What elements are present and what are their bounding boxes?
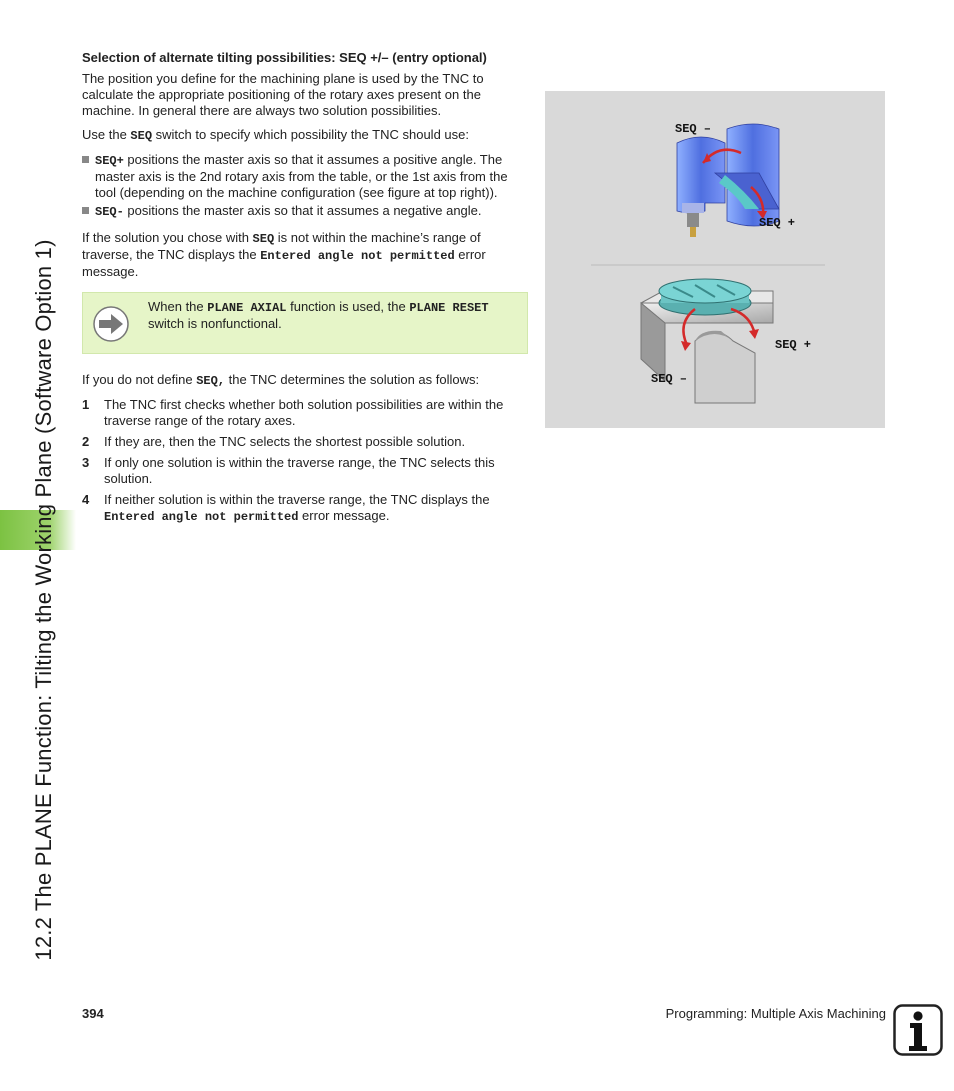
bullet-square-icon [82,156,89,163]
step-item: 2 If they are, then the TNC selects the shortest possible solution. [82,434,466,449]
label-top-seq-minus: SEQ – [675,122,712,136]
traverse-paragraph: If the solution you chose with SEQ is not within the machine’s range of traverse, the TNC displays the Entered angle not permitted error message. [82,230,486,279]
chapter-title: 12.2 The PLANE Function: Tilting the Working Plane (Software Option 1) [31,239,56,961]
bullet-seq-minus: SEQ- positions the master axis so that it assumes a negative angle. [82,203,528,220]
label-bottom-seq-plus: SEQ + [775,338,812,352]
step-item: 3 If only one solution is within the traverse range, the TNC selects this solution. [82,455,495,486]
bullet-square-icon [82,207,89,214]
footer-title: Programming: Multiple Axis Machining [665,1006,886,1021]
main-content [82,50,528,530]
page-number: 394 [82,1006,104,1021]
info-icon [893,1004,943,1056]
section-heading: Selection of alternate tilting possibilities: SEQ +/– (entry optional) [82,50,487,65]
bullet-seq-plus: SEQ+ positions the master axis so that it assumes a positive angle. The master axis is the 2nd rotary axis from the table, or the 1st axis from the tool (depending on the machine configuration (see figure at top right)). [82,152,528,201]
nodef-paragraph: If you do not define SEQ, the TNC determines the solution as follows: [82,372,480,388]
use-paragraph: Use the SEQ switch to specify which possibility the TNC should use: [82,127,469,143]
label-bottom-seq-minus: SEQ – [651,372,688,386]
arrow-right-icon [92,305,130,343]
note-text: When the PLANE AXIAL function is used, the PLANE RESET switch is nonfunctional. [148,299,489,331]
intro-paragraph: The position you define for the machining plane is used by the TNC to calculate the appropriate positioning of the rotary axes present on the machine. In general there are always two solution possibilities. [82,71,484,118]
seq-figure [545,91,885,428]
label-top-seq-plus: SEQ + [759,216,796,230]
step-item: 1 The TNC first checks whether both solution possibilities are within the traverse range of the rotary axes. [82,397,504,428]
step-item: 4 If neither solution is within the traverse range, the TNC displays the Entered angle not permitted error message. [82,492,490,524]
note-box [82,292,528,354]
seq-illustration [545,91,885,428]
